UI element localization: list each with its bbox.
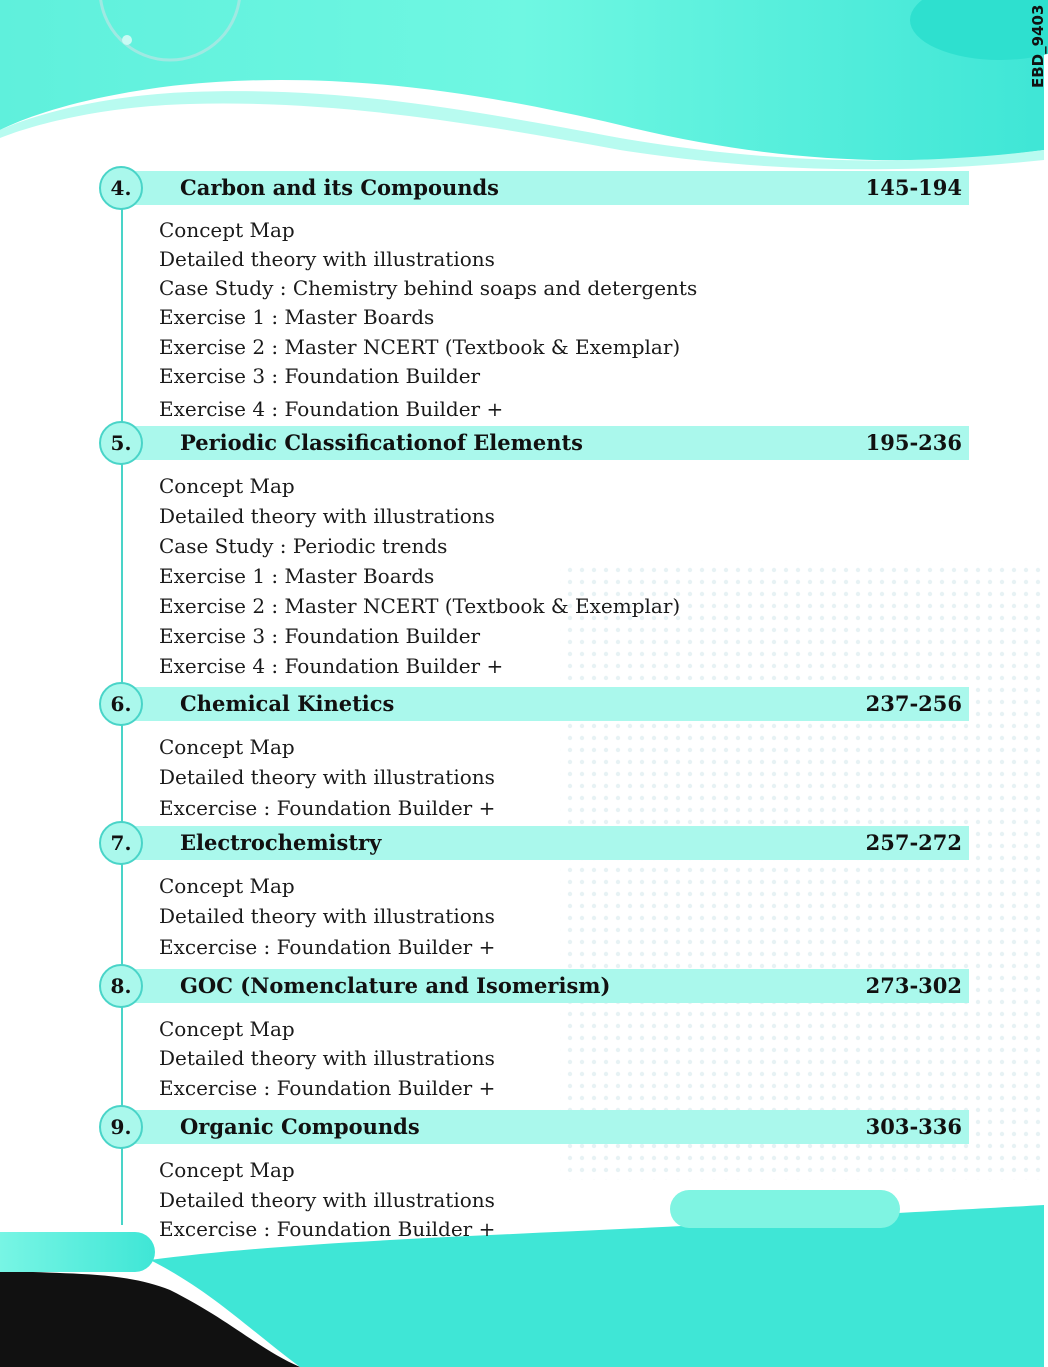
chapter-page-range: 145-194: [865, 175, 962, 200]
chapter-topic-item[interactable]: Detailed theory with illustrations: [159, 1188, 495, 1212]
chapter-topic-item[interactable]: Case Study : Chemistry behind soaps and detergents: [159, 276, 698, 300]
chapter-topic-item[interactable]: Concept Map: [159, 1017, 295, 1041]
chapter-connector-line: [121, 1148, 123, 1225]
chapter-title[interactable]: Periodic Classificationof Elements: [180, 430, 583, 455]
chapter-page-range: 237-256: [865, 691, 962, 716]
chapter-number-badge: 5.: [99, 421, 143, 465]
chapter-page-range: 273-302: [865, 973, 962, 998]
chapter-connector-line: [121, 864, 123, 969]
chapter-title[interactable]: Electrochemistry: [180, 830, 382, 855]
chapter-number-badge: 6.: [99, 682, 143, 726]
chapter-topic-item[interactable]: Concept Map: [159, 474, 295, 498]
page-code: EBD_9403: [1029, 4, 1047, 88]
chapter-topic-item[interactable]: Concept Map: [159, 874, 295, 898]
chapter-connector-line: [121, 464, 123, 687]
chapter-topic-item[interactable]: Exercise 2 : Master NCERT (Textbook & Exemplar): [159, 594, 681, 618]
chapter-number-badge: 7.: [99, 821, 143, 865]
chapter-topic-item[interactable]: Exercise 1 : Master Boards: [159, 564, 435, 588]
chapter-page-range: 303-336: [865, 1114, 962, 1139]
chapter-topic-item[interactable]: Excercise : Foundation Builder +: [159, 1076, 496, 1100]
chapter-connector-line: [121, 725, 123, 826]
chapter-topic-item[interactable]: Detailed theory with illustrations: [159, 504, 495, 528]
chapter-title[interactable]: GOC (Nomenclature and Isomerism): [180, 973, 611, 998]
chapter-page-range: 257-272: [865, 830, 962, 855]
chapter-topic-item[interactable]: Excercise : Foundation Builder +: [159, 1217, 496, 1241]
chapter-title[interactable]: Chemical Kinetics: [180, 691, 395, 716]
chapter-topic-item[interactable]: Detailed theory with illustrations: [159, 904, 495, 928]
chapter-topic-item[interactable]: Excercise : Foundation Builder +: [159, 935, 496, 959]
chapter-topic-item[interactable]: Concept Map: [159, 735, 295, 759]
chapter-topic-item[interactable]: Case Study : Periodic trends: [159, 534, 448, 558]
chapter-number-badge: 4.: [99, 166, 143, 210]
chapter-connector-line: [121, 1007, 123, 1110]
chapter-topic-item[interactable]: Excercise : Foundation Builder +: [159, 796, 496, 820]
chapter-page-range: 195-236: [865, 430, 962, 455]
chapter-title[interactable]: Carbon and its Compounds: [180, 175, 500, 200]
chapter-topic-item[interactable]: Exercise 1 : Master Boards: [159, 305, 435, 329]
chapter-topic-item[interactable]: Exercise 3 : Foundation Builder: [159, 624, 481, 648]
chapter-topic-item[interactable]: Concept Map: [159, 1158, 295, 1182]
chapter-topic-item[interactable]: Detailed theory with illustrations: [159, 765, 495, 789]
chapter-title[interactable]: Organic Compounds: [180, 1114, 420, 1139]
chapter-topic-item[interactable]: Concept Map: [159, 218, 295, 242]
chapter-connector-line: [121, 209, 123, 426]
chapter-topic-item[interactable]: Detailed theory with illustrations: [159, 1046, 495, 1070]
chapter-topic-item[interactable]: Exercise 2 : Master NCERT (Textbook & Exemplar): [159, 335, 681, 359]
chapter-number-badge: 9.: [99, 1105, 143, 1149]
chapter-number-badge: 8.: [99, 964, 143, 1008]
chapter-topic-item[interactable]: Exercise 4 : Foundation Builder +: [159, 397, 504, 421]
chapter-topic-item[interactable]: Exercise 3 : Foundation Builder: [159, 364, 481, 388]
chapter-topic-item[interactable]: Exercise 4 : Foundation Builder +: [159, 654, 504, 678]
chapter-topic-item[interactable]: Detailed theory with illustrations: [159, 247, 495, 271]
